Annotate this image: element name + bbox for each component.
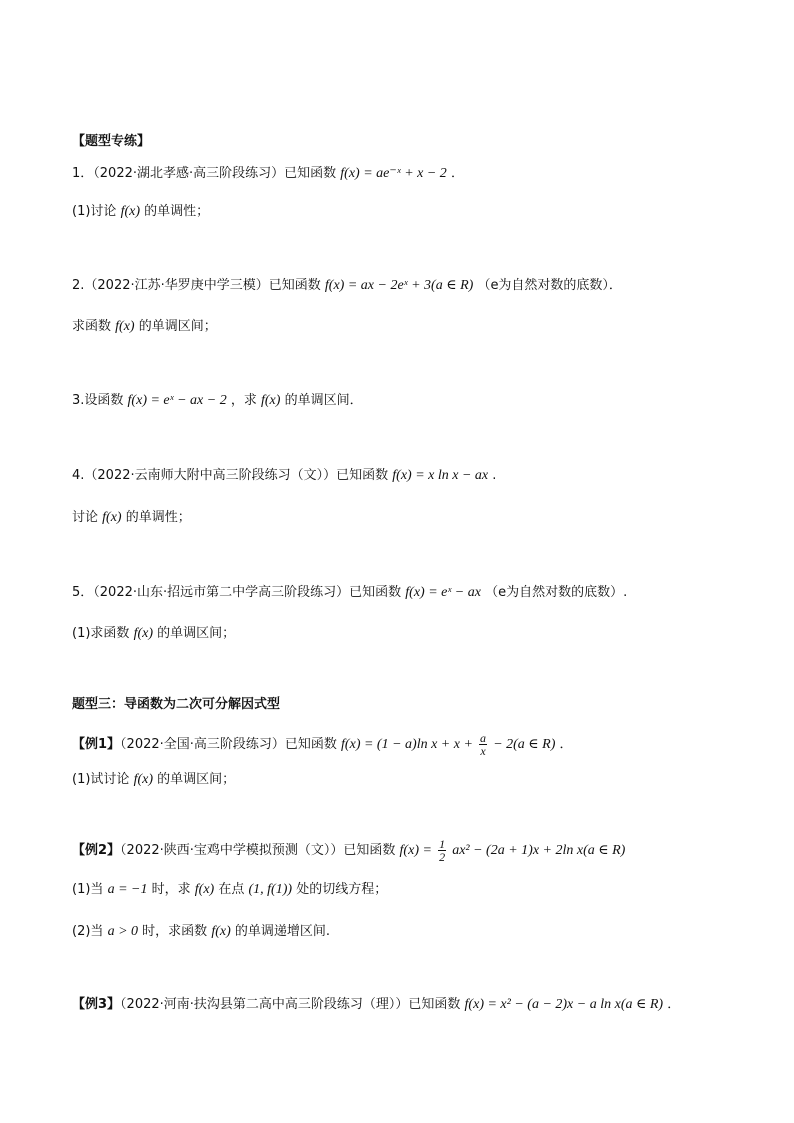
example-2-sub1 bbox=[72, 880, 387, 900]
problem-2-suffix: （e为自然对数的底数）． bbox=[477, 278, 622, 293]
example-2-sub1-formula3: (1, f(1)) bbox=[248, 882, 293, 897]
problem-2-sub-suffix: 的单调区间； bbox=[138, 319, 217, 334]
example-1-sub1-formula: f(x) bbox=[133, 772, 153, 787]
problem-2-sub bbox=[72, 317, 217, 337]
example-2-sub1-suffix: 处的切线方程； bbox=[296, 882, 388, 897]
example-1-sub1-suffix: 的单调区间； bbox=[157, 772, 236, 787]
example-2 bbox=[72, 838, 625, 863]
problem-5-sub-prefix: (1)求函数 bbox=[72, 626, 130, 641]
problem-3 bbox=[72, 391, 363, 411]
example-2-sub2 bbox=[72, 922, 330, 942]
example-3-formula: f(x) = x² − (a − 2)x − a ln x(a ∈ R) bbox=[464, 997, 664, 1012]
example-1-formula-b: − 2(a ∈ R) bbox=[493, 737, 556, 752]
example-1-label: 【例1】 bbox=[72, 737, 121, 752]
problem-4-sub-formula: f(x) bbox=[102, 510, 122, 525]
example-2-formula-a: f(x) = bbox=[399, 843, 432, 858]
example-1 bbox=[72, 732, 573, 757]
problem-4-suffix: . bbox=[492, 468, 497, 483]
problem-5-sub-formula: f(x) bbox=[133, 626, 153, 641]
problem-3-prefix: 3.设函数 bbox=[72, 393, 124, 408]
example-2-prefix: （2022·陕西·宝鸡中学模拟预测（文））已知函数 bbox=[120, 843, 396, 858]
example-2-sub2-prefix: (2)当 bbox=[72, 924, 104, 939]
problem-1-sub-prefix: (1)讨论 bbox=[72, 204, 117, 219]
problem-4-formula: f(x) = x ln x − ax bbox=[392, 468, 489, 483]
problem-5-formula: f(x) = eˣ − ax bbox=[405, 585, 481, 600]
problem-3-suffix: 的单调区间． bbox=[284, 393, 363, 408]
problem-5-prefix: 5．（2022·山东·招远市第二中学高三阶段练习）已知函数 bbox=[72, 585, 402, 600]
example-1-sub1 bbox=[72, 770, 235, 790]
example-1-formula-a: f(x) = (1 − a)ln x + x + bbox=[341, 737, 473, 752]
example-1-sub1-prefix: (1)试讨论 bbox=[72, 772, 130, 787]
problem-2-prefix: 2.（2022·江苏·华罗庚中学三模）已知函数 bbox=[72, 278, 321, 293]
problem-3-formula: f(x) = eˣ − ax − 2 bbox=[127, 393, 227, 408]
example-1-fraction bbox=[479, 732, 487, 757]
problem-1-sub-formula: f(x) bbox=[120, 204, 140, 219]
problem-1-formula: f(x) = ae⁻ˣ + x − 2 bbox=[340, 166, 447, 181]
example-2-frac-den: 2 bbox=[439, 850, 446, 864]
example-2-sub1-formula: a = −1 bbox=[107, 882, 148, 897]
example-2-label: 【例2】 bbox=[72, 843, 121, 858]
problem-1-prefix: 1．（2022·湖北孝感·高三阶段练习）已知函数 bbox=[72, 166, 337, 181]
example-3-prefix: （2022·河南·扶沟县第二高中高三阶段练习（理））已知函数 bbox=[120, 997, 461, 1012]
problem-5-sub-suffix: 的单调区间； bbox=[157, 626, 236, 641]
example-2-sub2-mid: 时，求函数 bbox=[142, 924, 208, 939]
example-1-frac-num: a bbox=[480, 731, 487, 745]
problem-5-suffix: （e为自然对数的底数）. bbox=[485, 585, 628, 600]
problem-5-sub bbox=[72, 624, 235, 644]
example-2-sub1-formula2: f(x) bbox=[194, 882, 215, 897]
problem-1 bbox=[72, 164, 464, 184]
problem-4-sub bbox=[72, 508, 191, 528]
example-3-suffix: ． bbox=[667, 997, 681, 1012]
example-2-fraction bbox=[438, 838, 446, 863]
example-2-sub2-formula2: f(x) bbox=[211, 924, 231, 939]
section-title: 【题型专练】 bbox=[72, 134, 151, 149]
problem-2-sub-prefix: 求函数 bbox=[72, 319, 112, 334]
example-1-suffix: ． bbox=[559, 737, 573, 752]
problem-1-sub bbox=[72, 202, 209, 222]
type3-title: 题型三：导函数为二次可分解因式型 bbox=[72, 697, 281, 712]
example-1-frac-den: x bbox=[480, 744, 486, 758]
example-2-formula-b: ax² − (2a + 1)x + 2ln x(a ∈ R) bbox=[452, 843, 626, 858]
problem-2-formula: f(x) = ax − 2eˣ + 3(a ∈ R) bbox=[324, 278, 474, 293]
problem-1-sub-suffix: 的单调性； bbox=[144, 204, 210, 219]
problem-2 bbox=[72, 276, 622, 296]
example-2-sub1-mid2: 在点 bbox=[218, 882, 245, 897]
example-2-sub2-formula: a > 0 bbox=[107, 924, 139, 939]
problem-4-sub-prefix: 讨论 bbox=[72, 510, 99, 525]
example-2-sub1-mid: 时，求 bbox=[151, 882, 191, 897]
example-2-sub2-suffix: 的单调递增区间. bbox=[234, 924, 331, 939]
problem-4 bbox=[72, 466, 496, 486]
example-2-sub1-prefix: (1)当 bbox=[72, 882, 104, 897]
problem-3-mid: ，求 bbox=[230, 393, 257, 408]
example-1-prefix: （2022·全国·高三阶段练习）已知函数 bbox=[120, 737, 337, 752]
example-2-frac-num: 1 bbox=[439, 837, 446, 851]
problem-2-sub-formula: f(x) bbox=[115, 319, 135, 334]
problem-4-prefix: 4.（2022·云南师大附中高三阶段练习（文））已知函数 bbox=[72, 468, 389, 483]
example-3 bbox=[72, 995, 680, 1015]
problem-4-sub-suffix: 的单调性； bbox=[125, 510, 191, 525]
problem-3-formula2: f(x) bbox=[261, 393, 281, 408]
example-3-label: 【例3】 bbox=[72, 997, 121, 1012]
problem-5 bbox=[72, 583, 627, 603]
problem-1-suffix: ． bbox=[450, 166, 464, 181]
